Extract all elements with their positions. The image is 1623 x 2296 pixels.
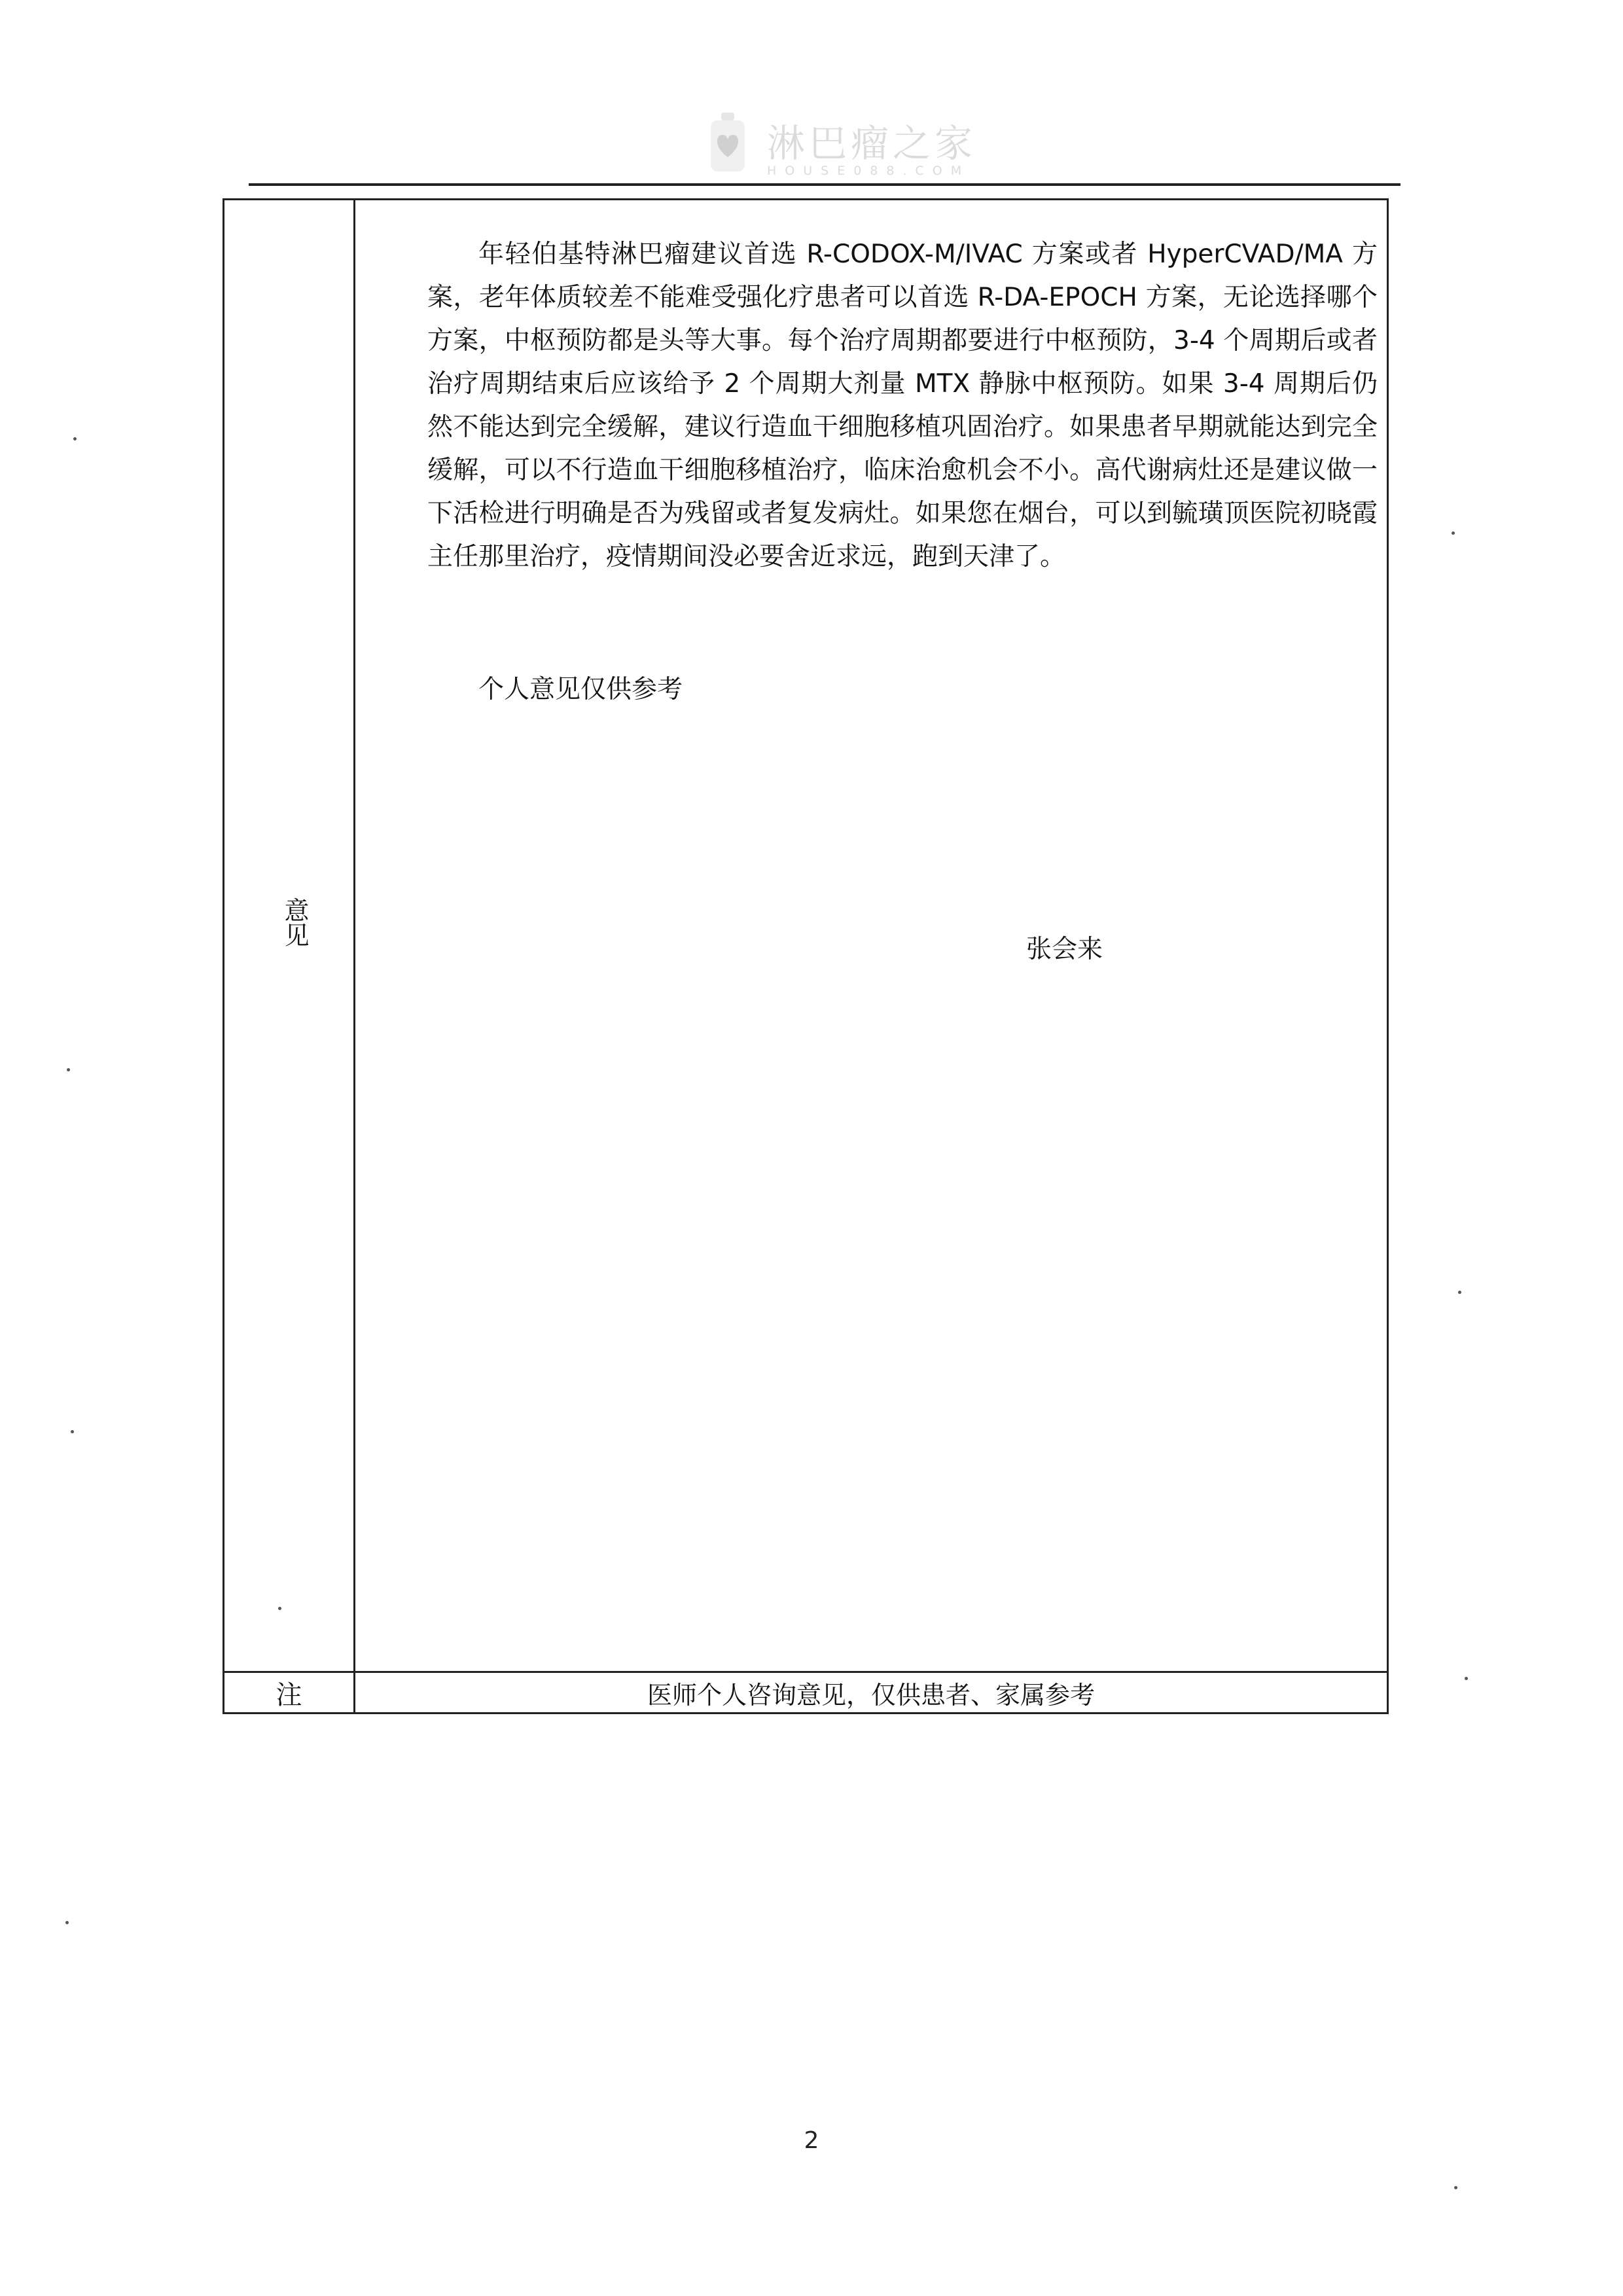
scan-speck xyxy=(278,1607,281,1610)
row-label-opinion: 意见 xyxy=(280,897,309,947)
row-divider xyxy=(224,1671,1387,1673)
personal-opinion-note: 个人意见仅供参考 xyxy=(478,675,683,704)
column-divider xyxy=(353,200,355,1712)
row-label-note: 注 xyxy=(276,1680,302,1710)
scan-speck xyxy=(1465,1677,1468,1680)
watermark-subtitle: HOUSE088.COM xyxy=(767,164,971,178)
scan-speck xyxy=(71,1430,74,1433)
scan-speck xyxy=(1458,1291,1461,1294)
note-text: 医师个人咨询意见，仅供患者、家属参考 xyxy=(647,1681,1095,1710)
heart-bottle-icon xyxy=(707,111,749,174)
watermark-title: 淋巴瘤之家 xyxy=(767,121,977,166)
scan-speck xyxy=(1454,2186,1457,2189)
doctor-signature: 张会来 xyxy=(1026,935,1103,964)
scan-speck xyxy=(67,1068,70,1071)
scan-speck xyxy=(73,437,77,440)
opinion-form-table xyxy=(223,198,1389,1714)
opinion-paragraph: 年轻伯基特淋巴瘤建议首选 R-CODOX-M/IVAC 方案或者 HyperCVAD/MA 方案，老年体质较差不能难受强化疗患者可以首选 R-DA-EPOCH 方案，无论选择哪个方案，中枢预防都是头等大事。每个治疗周期都要进行中枢预防，3-4 个周期后或者治疗周期结束后应该给予 2 个周期大剂量 MTX 静脉中枢预防。如果 3-4 周期后仍然不能达到完全缓解，建议行造血干细胞移植巩固治疗。如果患者早期就能达到完全缓解，可以不行造血干细胞移植治疗，临床治愈机会不小。高代谢病灶还是建议做一下活检进行明确是否为残留或者复发病灶。如果您在烟台，可以到毓璜顶医院初晓霞主任那里治疗，疫情期间没必要舍近求远，跑到天津了。 xyxy=(427,240,1378,571)
watermark-logo xyxy=(694,98,977,183)
scan-speck xyxy=(65,1921,69,1924)
scan-speck xyxy=(1452,531,1455,535)
page-number: 2 xyxy=(804,2127,819,2154)
table-top-rule xyxy=(249,183,1400,186)
